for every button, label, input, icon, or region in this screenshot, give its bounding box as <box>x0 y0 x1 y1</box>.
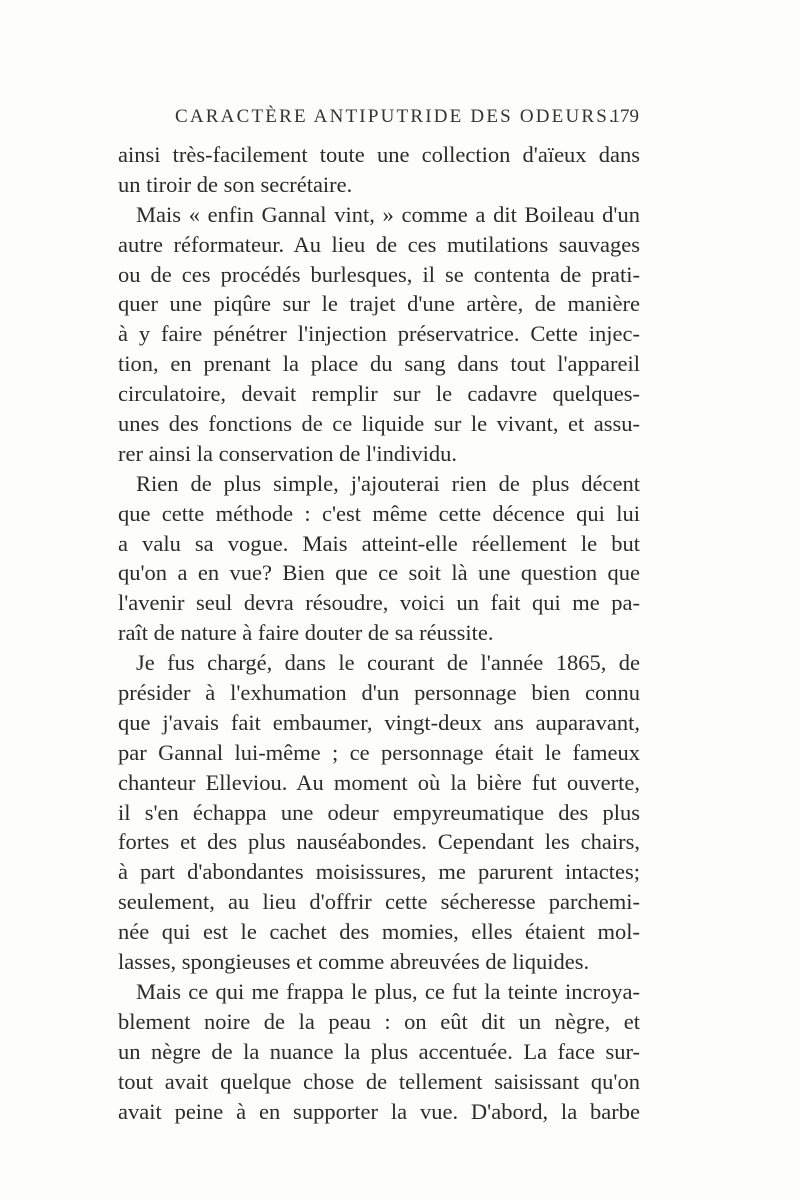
text-line: que j'avais fait embaumer, vingt-deux ans auparavant, <box>118 709 640 735</box>
text-line: tion, en prenant la place du sang dans tout l'appareil <box>118 351 640 377</box>
text-line: un nègre de la nuance la plus accentuée. La face sur- <box>118 1038 640 1064</box>
text-line: chanteur Elleviou. Au moment où la bière fut ouverte, <box>118 769 640 795</box>
text-line: Rien de plus simple, j'ajouterai rien de plus décent <box>136 470 640 496</box>
text-line: il s'en échappa une odeur empyreumatique des plus <box>118 799 640 825</box>
text-line: quer une piqûre sur le trajet d'une artère, de manière <box>118 291 640 317</box>
text-line: blement noire de la peau : on eût dit un nègre, et <box>118 1008 640 1034</box>
text-line: unes des fonctions de ce liquide sur le vivant, et assu- <box>118 411 640 437</box>
text-line: fortes et des plus nauséabondes. Cependant les chairs, <box>118 829 640 855</box>
text-line: l'avenir seul devra résoudre, voici un fait qui me pa- <box>118 590 640 616</box>
running-header <box>175 106 639 132</box>
text-line: qu'on a en vue? Bien que ce soit là une question que <box>118 560 640 586</box>
text-line: a valu sa vogue. Mais atteint-elle réellement le but <box>118 530 640 556</box>
text-line: rer ainsi la conservation de l'individu. <box>118 440 457 466</box>
text-line: née qui est le cachet des momies, elles étaient mol- <box>118 919 640 945</box>
text-line: un tiroir de son secrétaire. <box>118 171 353 197</box>
text-line: à y faire pénétrer l'injection préservatrice. Cette injec- <box>118 321 640 347</box>
body-text <box>118 140 640 1126</box>
text-line: autre réformateur. Au lieu de ces mutilations sauvages <box>118 231 640 257</box>
text-line: que cette méthode : c'est même cette décence qui lui <box>118 500 640 526</box>
text-line: lasses, spongieuses et comme abreuvées de liquides. <box>118 949 590 975</box>
text-line: tout avait quelque chose de tellement saisissant qu'on <box>118 1068 640 1094</box>
page-number: 179 <box>610 106 639 127</box>
text-line: Mais ce qui me frappa le plus, ce fut la teinte incroya- <box>136 978 640 1004</box>
text-line: avait peine à en supporter la vue. D'abord, la barbe <box>118 1098 640 1124</box>
text-line: circulatoire, devait remplir sur le cadavre quelques- <box>118 381 640 407</box>
text-line: ou de ces procédés burlesques, il se contenta de prati- <box>118 261 640 287</box>
text-line: par Gannal lui-même ; ce personnage était le fameux <box>118 739 640 765</box>
text-line: raît de nature à faire douter de sa réussite. <box>118 620 494 646</box>
text-line: ainsi très-facilement toute une collection d'aïeux dans <box>118 142 640 167</box>
text-line: Mais « enfin Gannal vint, » comme a dit Boileau d'un <box>136 201 640 227</box>
text-line: présider à l'exhumation d'un personnage bien connu <box>118 680 640 706</box>
text-line: à part d'abondantes moisissures, me parurent intactes; <box>118 859 640 885</box>
text-line: seulement, au lieu d'offrir cette sécheresse parchemi- <box>118 889 640 915</box>
running-header-title: CARACTÈRE ANTIPUTRIDE DES ODEURS. <box>175 106 617 127</box>
text-line: Je fus chargé, dans le courant de l'année 1865, de <box>136 650 640 676</box>
